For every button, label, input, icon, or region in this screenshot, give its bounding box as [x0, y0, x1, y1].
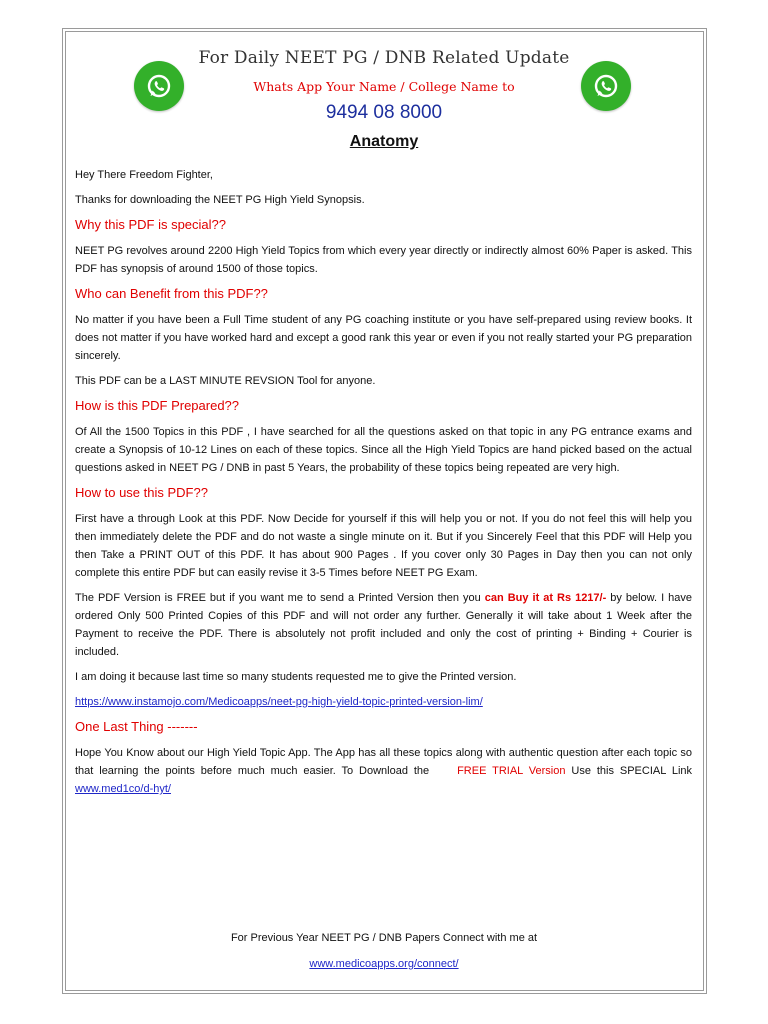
special-link[interactable]: www.med1co/d-hyt/	[75, 783, 171, 795]
section-text-printed-version	[75, 589, 692, 661]
header-title: For Daily NEET PG / DNB Related Update	[198, 48, 570, 68]
footer-text: For Previous Year NEET PG / DNB Papers Connect with me at	[230, 932, 538, 944]
buy-link-paragraph	[75, 693, 692, 711]
section-text-last-thing	[75, 744, 692, 798]
header-phone-number: 9494 08 8000	[325, 102, 443, 123]
thanks-line: Thanks for downloading the NEET PG High Yield Synopsis.	[75, 194, 365, 206]
printed-version-text-before: The PDF Version is FREE but if you want me to send a Printed Version then you	[75, 592, 485, 604]
section-text-how-prepared: Of All the 1500 Topics in this PDF , I have searched for all the questions asked on that topic in any PG entrance exams and create a Synopsis of 10-12 Lines on each of these topics. Since all the High Yield Topics are hand picked based on the actual questions asked in NEET PG / DNB in past 5 Years, the probability of these topics being repeated are very high.	[75, 426, 692, 474]
greeting: Hey There Freedom Fighter,	[75, 169, 213, 181]
section-text-who-benefit: No matter if you have been a Full Time student of any PG coaching institute or you have self-prepared using review books. It does not matter if you have worked hard and except a good rank this year or even if you not really started your PG preparation sincerely.	[75, 314, 692, 362]
section-heading-how-to-use: How to use this PDF??	[75, 485, 208, 500]
instamojo-link[interactable]: https://www.instamojo.com/Medicoapps/neet-pg-high-yield-topic-printed-version-lim/	[75, 696, 483, 708]
free-trial-highlight: FREE TRIAL Version	[457, 765, 566, 777]
section-heading-last-thing: One Last Thing -------	[75, 719, 198, 734]
section-text-how-to-use: First have a through Look at this PDF. Now Decide for yourself if this will help you or not. If you do not feel this will help you then immediately delete the PDF and do not waste a single minute on it. But if you Sincerely Feel that this PDF will Help you then Take a PRINT OUT of this PDF. It has about 900 Pages . If you cover only 30 Pages in Day then you can not only complete this entire PDF but can easily revise it 3-5 Times before NEET PG Exam.	[75, 513, 692, 579]
app-text-before: Hope You Know about our High Yield Topic App. The App has all these topics along with authentic question after each topic so that learning the points before much much easier. To Download the	[75, 747, 692, 777]
document-body	[75, 166, 692, 805]
document-title: Anatomy	[349, 133, 419, 150]
printed-version-text-after: by below. I have ordered Only 500 Printed Copies of this PDF and will not order any further. Generally it will take about 1 Week after the Payment to receive the PDF. There is absolutely not profit included and only the cost of printing + Binding + Courier is included.	[75, 592, 692, 658]
section-heading-how-prepared: How is this PDF Prepared??	[75, 398, 240, 413]
section-heading-who-benefit: Who can Benefit from this PDF??	[75, 286, 268, 301]
section-heading-why-special: Why this PDF is special??	[75, 217, 226, 232]
section-text-why-special: NEET PG revolves around 2200 High Yield Topics from which every year directly or indirectly almost 60% Paper is asked. This PDF has synopsis of around 1500 of those topics.	[75, 245, 692, 275]
header-subtitle: Whats App Your Name / College Name to	[253, 79, 515, 94]
footer-link-wrap	[0, 958, 768, 970]
section-text-last-minute: This PDF can be a LAST MINUTE REVSION Tool for anyone.	[75, 375, 376, 387]
connect-link[interactable]: www.medicoapps.org/connect/	[309, 958, 459, 970]
app-text-mid: Use this SPECIAL Link	[565, 765, 693, 777]
section-text-reason: I am doing it because last time so many students requested me to give the Printed version.	[75, 671, 517, 683]
price-highlight: can Buy it at Rs 1217/-	[484, 592, 607, 604]
